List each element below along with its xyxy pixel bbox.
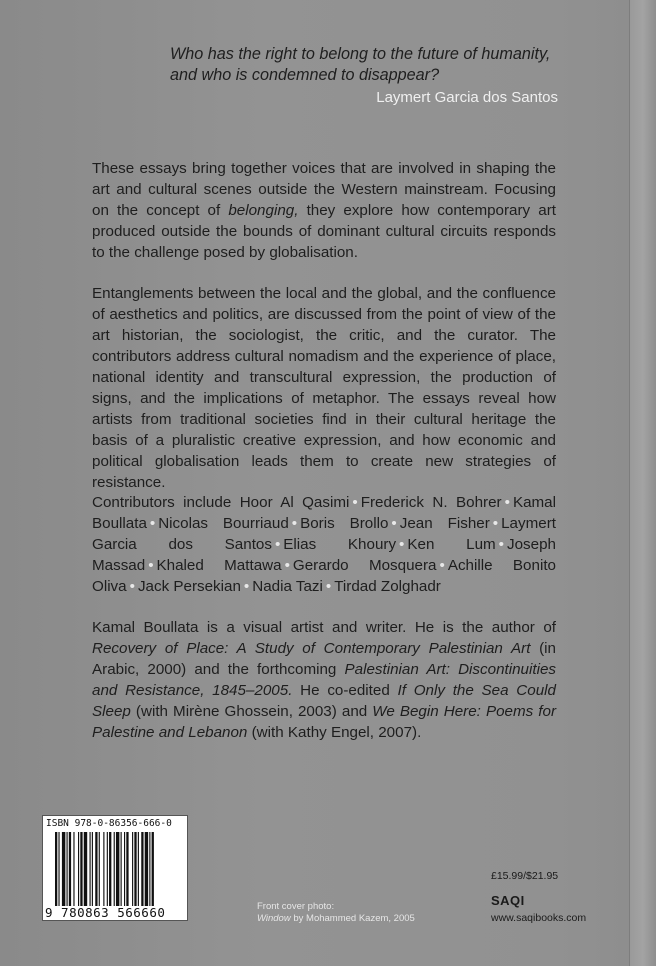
intro-text-before: These essays bring together voices that are involved in shaping the art and cultural scenes outside the Western mainstream. Focusing on the concept of [92,160,556,219]
bio-title-recovery-of-place: Recovery of Place: A Study of Contemporary Palestinian Art [92,640,531,657]
separator-dot: • [504,494,510,511]
contributor-name: Gerardo Mosquera [292,557,437,574]
separator-dot: • [284,557,290,574]
publisher-website: www.saqibooks.com [491,912,587,924]
barcode-bars [55,832,183,906]
quote-line-2: and who is condemned to disappear? [170,66,440,84]
epigraph-quote [170,44,560,86]
bio-title-palestinian-art: Palestinian Art: Discontinuities and Resistance, 1845–2005. [92,661,557,699]
separator-dot: • [325,578,332,595]
contributor-name: Kamal Boullata [92,494,556,532]
bio-text: Kamal Boullata is a visual artist and writer. He is the author of [92,619,556,636]
spine-edge [629,0,656,966]
contributor-name: Elias Khoury [283,536,397,553]
contributors-paragraph [92,492,556,597]
contributor-name: Hoor Al Qasimi [239,494,350,511]
separator-dot: • [391,515,397,532]
isbn-barcode [42,815,188,921]
credit-line-2 [257,913,415,925]
separator-dot: • [492,515,499,532]
author-bio-paragraph [92,617,556,743]
contributor-name: Jack Persekian [137,578,241,595]
separator-dot: • [439,557,445,574]
intro-italic-belonging: belonging, [228,202,299,219]
separator-dot: • [129,578,135,595]
separator-dot: • [148,557,154,574]
price: £15.99/$21.95 [491,870,559,882]
quote-author: Laymert Garcia dos Santos [376,89,558,106]
bio-text: (with Kathy Engel, 2007). [247,724,422,741]
separator-dot: • [291,515,298,532]
intro-text-after: they explore how contemporary art produced outside the bounds of dominant cultural circuits responds to the challenge posed by globalisation. [92,202,556,261]
separator-dot: • [352,494,358,511]
contributor-name: Nadia Tazi [252,578,323,595]
intro-paragraph [92,158,556,263]
bio-text: (in Arabic, 2000) and the forthcoming [92,640,556,678]
contributor-name: Tirdad Zolghadr [334,578,441,595]
contributor-name: Laymert Garcia dos Santos [92,515,556,553]
bio-text: He co-edited [292,682,398,699]
contributor-name: Boris Brollo [300,515,389,532]
contributor-name: Ken Lum [407,536,496,553]
contributor-name: Joseph Massad [92,536,556,574]
separator-dot: • [149,515,156,532]
bio-text: (with Mirène Ghossein, 2003) and [130,703,373,720]
contributor-name: Nicolas Bourriaud [158,515,289,532]
barcode-number: 9 780863 566660 [45,905,166,920]
bio-title-we-begin-here: We Begin Here: Poems for Palestine and Lebanon [92,703,557,741]
bio-title-if-only-the-sea: If Only the Sea Could Sleep [92,682,556,720]
contributor-name: Khaled Mattawa [156,557,282,574]
separator-dot: • [274,536,281,553]
cover-photo-credit [257,901,415,925]
contributor-name: Frederick N. Bohrer [360,494,502,511]
separator-dot: • [399,536,405,553]
contributor-name: Jean Fisher [399,515,490,532]
contributors-intro: Contributors include [92,494,232,511]
credit-work-title: Window [257,913,291,924]
publisher-logo: SAQI [491,893,525,908]
separator-dot: • [498,536,504,553]
contributor-name: Achille Bonito Oliva [92,557,556,595]
quote-line-1: Who has the right to belong to the future of humanity, [170,45,551,63]
separator-dot: • [243,578,250,595]
credit-artist: by Mohammed Kazem, 2005 [290,913,415,924]
description-paragraph: Entanglements between the local and the global, and the confluence of aesthetics and politics, are discussed from the point of view of the art historian, the sociologist, the critic, and the curator. The contributors address cultural nomadism and the experience of place, national identity and transcultural expression, the production of signs, and the implications of metaphor. The essays reveal how artists from traditional societies find in their cultural heritage the basis of a pluralistic creative expression, and how economic and political globalisation leads them to create new strategies of resistance. [92,285,556,491]
credit-line-1: Front cover photo: [257,901,335,912]
isbn-text: ISBN 978-0-86356-666-0 [46,818,172,829]
